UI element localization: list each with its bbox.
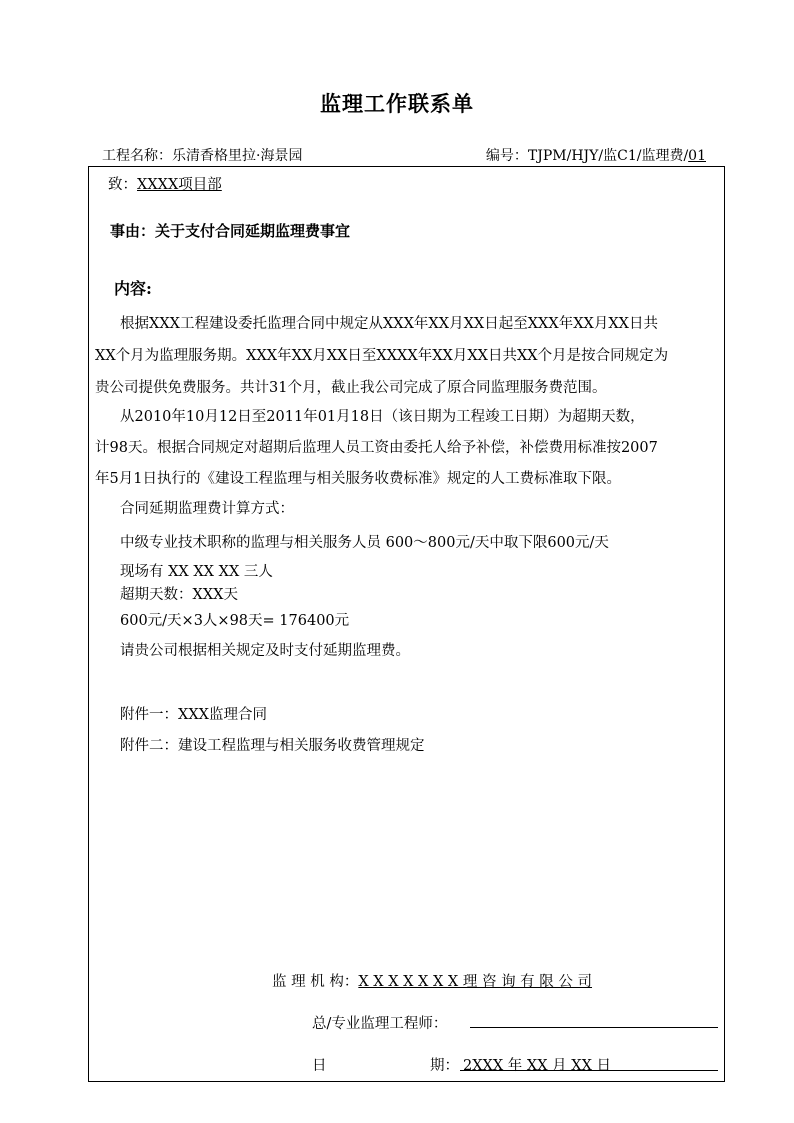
- recipient-name: XXXX项目部: [137, 177, 222, 193]
- document-title: 监理工作联系单: [320, 91, 474, 116]
- para2-line2: 计98天。根据合同规定对超期后监理人员工资由委托人给予补偿，补偿费用标准按2007: [95, 440, 658, 456]
- recipient-prefix: 致：: [108, 177, 137, 193]
- org-label: 监 理 机 构：: [272, 974, 359, 990]
- date-label-day: 日: [312, 1058, 327, 1074]
- serial-prefix: 编号：TJPM/HJY/监C1/监理费/: [485, 148, 689, 164]
- para1-line2: XX个月为监理服务期。XXX年XX月XX日至XXXX年XX月XX日共XX个月是按合同规定为: [95, 348, 669, 364]
- para1-line3: 贵公司提供免费服务。共计31个月，截止我公司完成了原合同监理服务费范围。: [95, 380, 607, 396]
- payment-request: 请贵公司根据相关规定及时支付延期监理费。: [120, 643, 410, 659]
- subject-line: 事由：关于支付合同延期监理费事宜: [110, 222, 351, 240]
- calc-heading: 合同延期监理费计算方式：: [120, 501, 294, 517]
- para2-line3: 年5月1日执行的《建设工程监理与相关服务收费标准》规定的人工费标准取下限。: [95, 471, 621, 487]
- serial-number: [486, 145, 706, 165]
- para2-line1: 从2010年10月12日至2011年01月18日（该日期为工程竣工日期）为超期天数，: [120, 409, 645, 425]
- date-underline: [460, 1070, 718, 1071]
- date-value: 2XXX 年 XX 月 XX 日: [463, 1058, 612, 1074]
- attachment-1: 附件一：XXX监理合同: [120, 707, 267, 723]
- calc-line3: 超期天数：XXX天: [120, 587, 238, 603]
- calc-line4: 600元/天×3人×98天= 176400元: [120, 613, 350, 629]
- supervision-org: [272, 970, 592, 991]
- attachment-2: 附件二：建设工程监理与相关服务收费管理规定: [120, 738, 425, 754]
- calc-line1: 中级专业技术职称的监理与相关服务人员 600～800元/天中取下限600元/天: [120, 535, 609, 551]
- serial-num: 01: [688, 148, 706, 164]
- project-name: 工程名称：乐清香格里拉·海景园: [102, 148, 303, 164]
- engineer-signature-line: [470, 1027, 718, 1028]
- para1-line1: 根据XXX工程建设委托监理合同中规定从XXX年XX月XX日起至XXX年XX月XX日共: [120, 316, 658, 332]
- engineer-label: 总/专业监理工程师：: [312, 1016, 448, 1032]
- org-name: X X X X X X X 理 咨 询 有 限 公 司: [358, 974, 593, 990]
- recipient-line: [108, 173, 222, 194]
- calc-line2: 现场有 XX XX XX 三人: [120, 564, 273, 580]
- date-label-period: 期：: [430, 1058, 459, 1074]
- content-heading: 内容:: [114, 279, 152, 298]
